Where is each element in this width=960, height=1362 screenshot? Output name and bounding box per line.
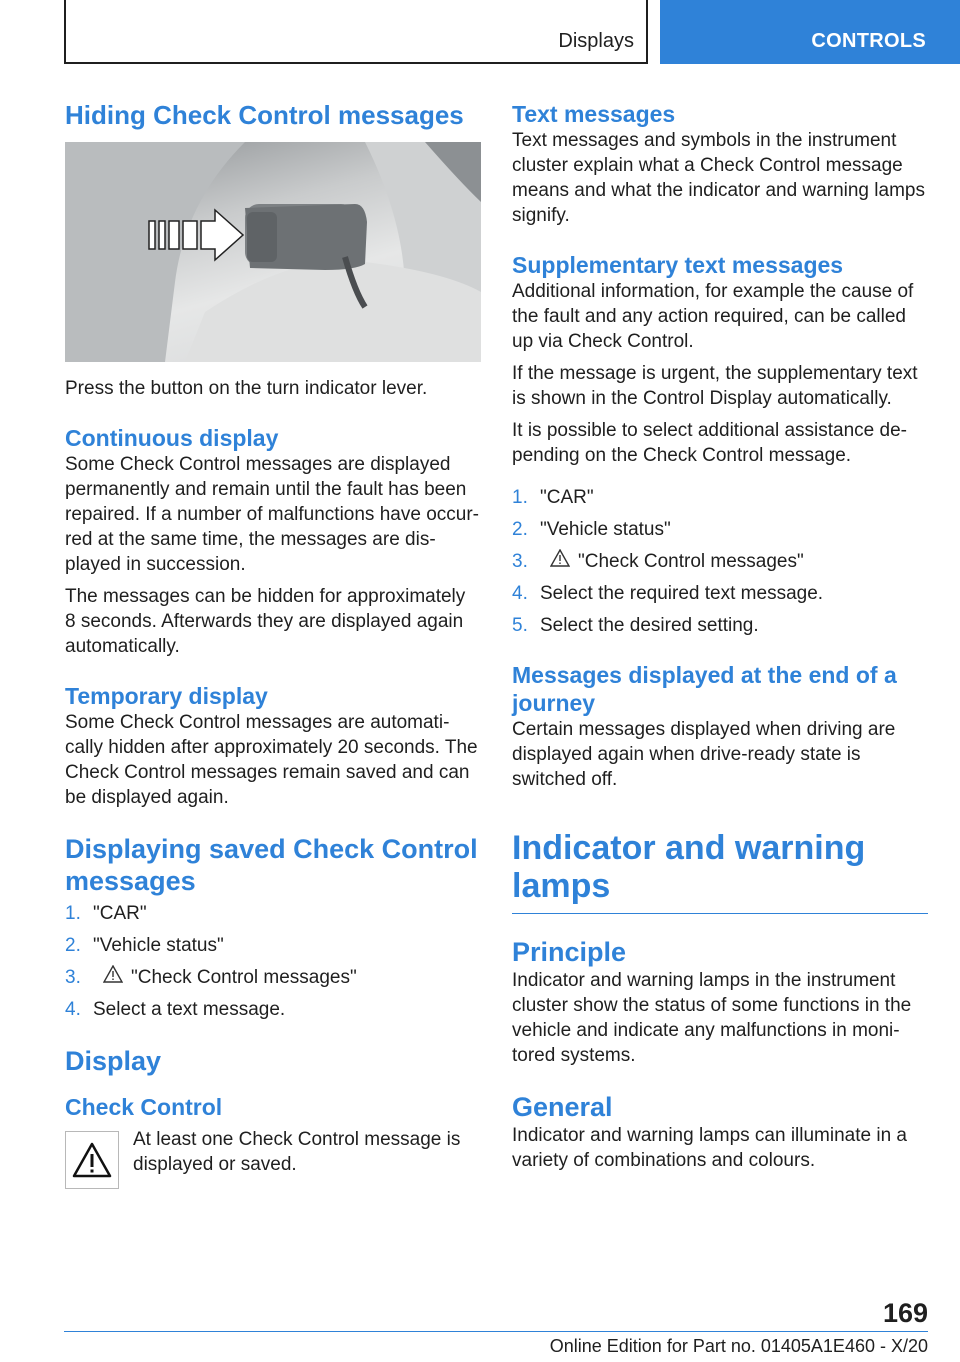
list-item: 1. "CAR" <box>65 903 147 924</box>
list-item: 4. Select the required text message. <box>512 583 824 604</box>
list-item: 3. "Check Control messages" <box>65 967 357 988</box>
header-section-title: Displays <box>558 30 634 52</box>
list-item: 3. "Check Control messages" <box>512 551 804 572</box>
supplementary-heading: Supplementary text messages <box>512 252 844 278</box>
list-item: 5. Select the desired setting. <box>512 615 759 636</box>
right-column <box>512 100 928 1180</box>
list-item: 1. "CAR" <box>512 487 594 508</box>
end-of-journey-heading: Messages displayed at the end of a journey <box>512 662 897 716</box>
check-control-row <box>65 1131 481 1189</box>
warning-triangle-icon <box>550 549 570 574</box>
hiding-heading: Hiding Check Control messages <box>65 100 464 130</box>
temporary-display-heading: Temporary display <box>65 683 268 709</box>
text-messages-text: Text messages and symbols in the instrument cluster explain what a Check Control message means and what the indicator and warning lamps signify. <box>512 130 925 226</box>
supplementary-steps <box>512 485 928 638</box>
list-item: 2. "Vehicle status" <box>65 935 224 956</box>
saved-messages-steps <box>65 901 481 1022</box>
footer-edition: Online Edition for Part no. 01405A1E460 - X/20 <box>549 1336 928 1356</box>
check-control-warning-icon <box>65 1131 119 1189</box>
header-chapter-title: CONTROLS <box>811 30 926 52</box>
figure-caption: Press the button on the turn indicator lever. <box>65 378 428 399</box>
left-column <box>65 100 481 1189</box>
end-of-journey-text: Certain messages displayed when driving are displayed again when drive-ready state is switched off. <box>512 719 896 790</box>
temporary-display-text: Some Check Control messages are automatically hidden after approximately 20 seconds. The Check Control messages remain saved and can be displayed again. <box>65 712 478 808</box>
supplementary-text-1: Additional information, for example the cause of the fault and any action required, can be called up via Check Control. <box>512 281 914 352</box>
continuous-display-heading: Continuous display <box>65 425 279 451</box>
turn-indicator-lever-image <box>65 142 481 362</box>
indicator-lamps-heading: Indicator and warning lamps <box>512 829 866 905</box>
saved-messages-heading: Displaying saved Check Control messages <box>65 834 478 896</box>
turn-indicator-illustration <box>65 142 481 362</box>
heading-underline <box>512 913 928 914</box>
warning-triangle-icon <box>103 965 123 990</box>
list-item: 2. "Vehicle status" <box>512 519 671 540</box>
general-heading: General <box>512 1092 613 1122</box>
check-control-text: At least one Check Control message is displayed or saved. <box>133 1129 461 1175</box>
list-item: 4. Select a text message. <box>65 999 286 1020</box>
general-text: Indicator and warning lamps can illuminate in a variety of combinations and colours. <box>512 1125 907 1171</box>
principle-text: Indicator and warning lamps in the instrument cluster show the status of some functions in the vehicle and indicate any malfunctions in monitored systems. <box>512 970 912 1066</box>
check-control-heading: Check Control <box>65 1094 223 1120</box>
continuous-display-text-2: The messages can be hidden for approximately 8 seconds. Afterwards they are displayed again automatically. <box>65 586 466 657</box>
supplementary-text-2: If the message is urgent, the supplementary text is shown in the Control Display automatically. <box>512 363 918 409</box>
display-heading: Display <box>65 1046 162 1076</box>
footer-divider <box>64 1331 928 1332</box>
page-number: 169 <box>882 1298 928 1328</box>
header-section-box <box>64 0 648 64</box>
text-messages-heading: Text messages <box>512 101 676 127</box>
principle-heading: Principle <box>512 937 627 967</box>
header-chapter-tab <box>660 0 960 64</box>
continuous-display-text-1: Some Check Control messages are displayed permanently and remain until the fault has been repaired. If a number of malfunctions have occurred at the same time, the messages are displayed in succession. <box>65 454 479 575</box>
supplementary-text-3: It is possible to select additional assistance depending on the Check Control message. <box>512 420 907 466</box>
